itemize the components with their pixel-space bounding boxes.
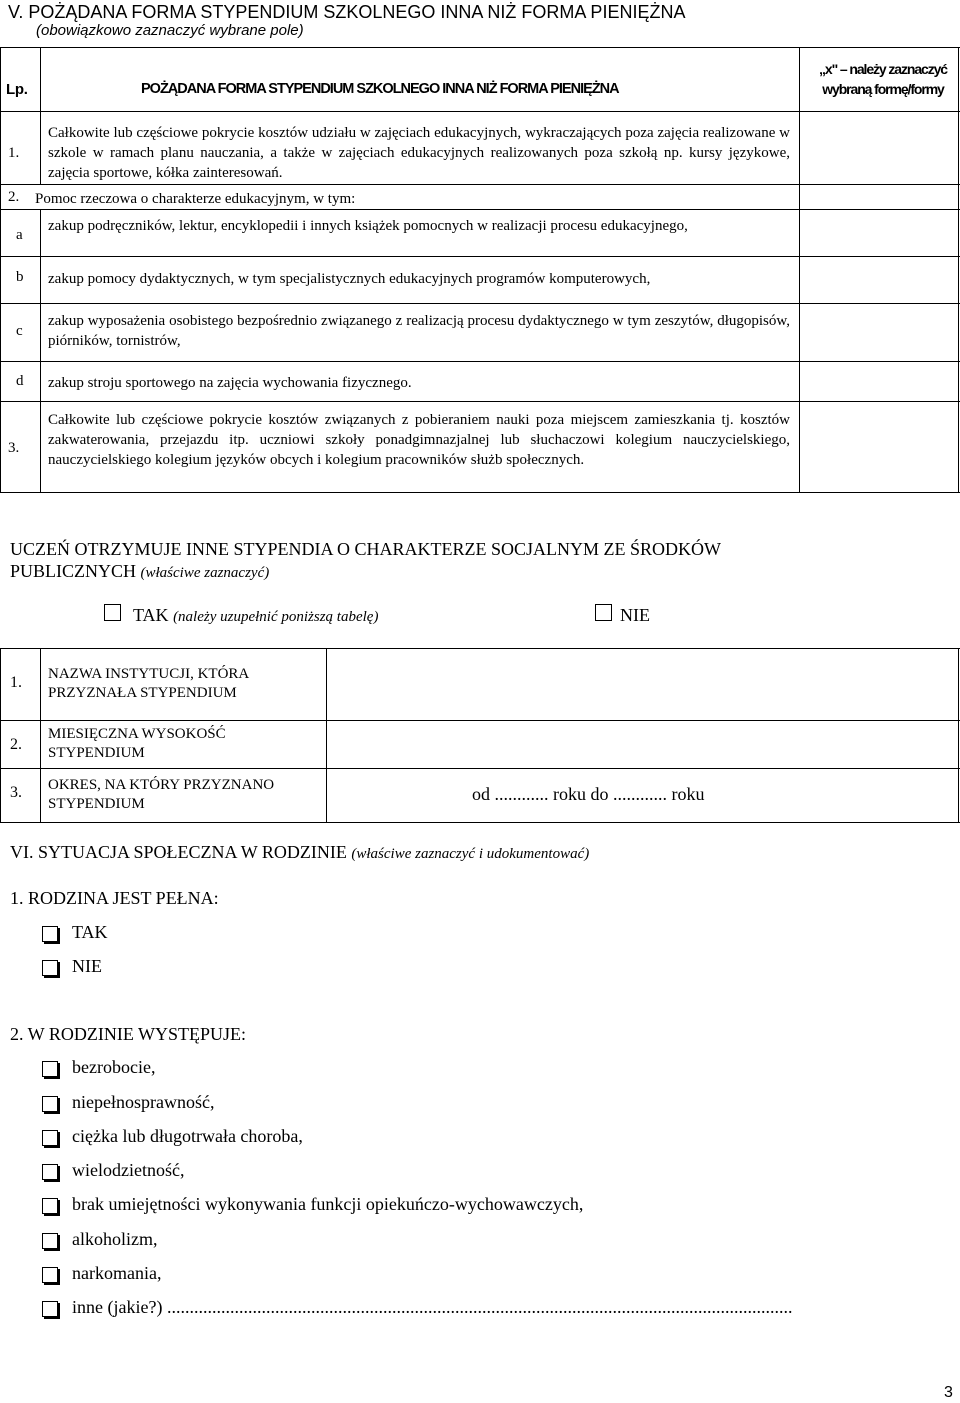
section6-title: VI. SYTUACJA SPOŁECZNA W RODZINIE [10, 842, 347, 862]
row1-number: 1. [8, 145, 20, 161]
t2-row2-label-line2: STYPENDIUM [48, 745, 145, 761]
t2-row2-value-field[interactable] [327, 721, 958, 768]
issue-alcoholism-checkbox[interactable] [42, 1233, 58, 1249]
row2-text: Pomoc rzeczowa o charakterze edukacyjnym, w tym: [35, 191, 356, 207]
t2-row1-label [48, 665, 249, 703]
issue-illness-label: ciężka lub długotrwała choroba, [72, 1126, 303, 1146]
row-b-mark-cell[interactable] [800, 257, 957, 303]
t2-row2-label [48, 725, 226, 763]
section5-title: V. POŻĄDANA FORMA STYPENDIUM SZKOLNEGO INNA NIŻ FORMA PIENIĘŻNA [8, 2, 686, 22]
scholarship-form-table [0, 47, 960, 495]
yes-note: (należy uzupełnić poniższą tabelę) [173, 609, 379, 625]
issue-other-checkbox[interactable] [42, 1301, 58, 1317]
no-checkbox[interactable] [595, 604, 612, 621]
row-c-label: c [16, 323, 23, 339]
t2-row3-label [48, 776, 274, 814]
row-a-label: a [16, 227, 23, 243]
row-d-mark-cell[interactable] [800, 362, 957, 401]
family-complete-yes-checkbox[interactable] [42, 926, 58, 942]
t2-row1-value-field[interactable] [327, 649, 958, 720]
other-scholarships-note: (właściwe zaznaczyć) [140, 565, 270, 581]
row-a-text: zakup podręczników, lektur, encyklopedii i innych książek pomocnych w realizacji procesu edukacyjnego, [48, 218, 688, 234]
section6-note: (właściwe zaznaczyć i udokumentować) [351, 846, 590, 862]
row-d-label: d [16, 373, 24, 389]
issue-alcoholism-label: alkoholizm, [72, 1229, 158, 1249]
row1-text: Całkowite lub częściowe pokrycie kosztów udziału w zajęciach edukacyjnych, wykraczających poza zajęcia realizowane w szkole w ramach planu nauczania, a także w zajęciach edukacyjnych realizowanych poza szkołą np. kursy językowe, zajęcia sportowe, kółka zainteresowań. [48, 125, 790, 181]
t2-row2-number: 2. [10, 736, 22, 753]
t2-row3-label-line1: OKRES, NA KTÓRY PRZYZNANO [48, 777, 275, 793]
issue-other-label: inne (jakie?) ........................................................................................................................................... [72, 1297, 793, 1317]
t2-row1-number: 1. [10, 674, 22, 691]
no-label: NIE [620, 605, 650, 625]
page-number: 3 [944, 1384, 953, 1401]
t2-row1-label-line1: NAZWA INSTYTUCJI, KTÓRA [48, 666, 250, 682]
section6-title-line [10, 842, 589, 863]
t2-row2-label-line1: MIESIĘCZNA WYSOKOŚĆ [48, 726, 226, 742]
yes-label: TAK [133, 605, 169, 625]
other-scholarships-heading [10, 538, 950, 584]
issue-drug-addiction-checkbox[interactable] [42, 1267, 58, 1283]
family-issues-question: 2. W RODZINIE WYSTĘPUJE: [10, 1024, 246, 1044]
t2-row3-value-field[interactable]: od ............ roku do ............ roku [472, 784, 705, 804]
row-d-text: zakup stroju sportowego na zajęcia wychowania fizycznego. [48, 375, 412, 391]
row3-mark-cell[interactable] [800, 402, 957, 492]
family-complete-no-checkbox[interactable] [42, 960, 58, 976]
row1-mark-cell[interactable] [800, 112, 957, 184]
t2-row3-label-line2: STYPENDIUM [48, 796, 145, 812]
t2-row3-number: 3. [10, 784, 22, 801]
issue-disability-checkbox[interactable] [42, 1096, 58, 1112]
row-a-mark-cell[interactable] [800, 210, 957, 256]
row-c-mark-cell[interactable] [800, 304, 957, 361]
issue-unemployment-checkbox[interactable] [42, 1061, 58, 1077]
family-complete-no-label: NIE [72, 956, 102, 976]
section5-subtitle: (obowiązkowo zaznaczyć wybrane pole) [36, 22, 304, 39]
issue-parenting-skills-checkbox[interactable] [42, 1198, 58, 1214]
row-b-label: b [16, 269, 24, 285]
family-complete-yes-label: TAK [72, 922, 108, 942]
issue-drug-addiction-label: narkomania, [72, 1263, 162, 1283]
col-mark-header-line1: „x" – należy zaznaczyć [819, 61, 947, 77]
col-mark-header-line2: wybraną formę/formy [822, 81, 944, 97]
col-title-header: POŻĄDANA FORMA STYPENDIUM SZKOLNEGO INNA NIŻ FORMA PIENIĘŻNA [141, 81, 619, 97]
family-complete-question: 1. RODZINA JEST PEŁNA: [10, 888, 219, 908]
issue-parenting-skills-label: brak umiejętności wykonywania funkcji opiekuńczo-wychowawczych, [72, 1194, 584, 1214]
issue-disability-label: niepełnosprawność, [72, 1092, 215, 1112]
issue-large-family-checkbox[interactable] [42, 1164, 58, 1180]
issue-unemployment-label: bezrobocie, [72, 1057, 156, 1077]
other-scholarships-heading-line1: UCZEŃ OTRZYMUJE INNE STYPENDIA O CHARAKTERZE SOCJALNYM ZE ŚRODKÓW [10, 539, 721, 559]
other-scholarships-table [0, 648, 960, 823]
yes-checkbox[interactable] [104, 604, 121, 621]
row3-text: Całkowite lub częściowe pokrycie kosztów związanych z pobieraniem nauki poza miejscem zamieszkania tj. kosztów zakwaterowania, przejazdu itp. uczniowi szkoły ponadgimnazjalnej lub słuchaczowi kolegium nauczycielskiego, nauczycielskiego kolegium języków obcych i kolegium pracowników służb społecznych. [48, 412, 790, 468]
issue-illness-checkbox[interactable] [42, 1130, 58, 1146]
t2-row1-label-line2: PRZYZNAŁA STYPENDIUM [48, 685, 237, 701]
col-mark-header [808, 59, 958, 99]
other-scholarships-heading-line2: PUBLICZNYCH [10, 561, 137, 581]
row2-number: 2. [8, 189, 20, 205]
row-c-text: zakup wyposażenia osobistego bezpośrednio związanego z realizacją procesu dydaktycznego w tym zeszytów, długopisów, piórników, tornistrów, [48, 313, 790, 349]
yes-option [133, 605, 378, 626]
col-lp-header: Lp. [6, 81, 28, 98]
issue-large-family-label: wielodzietność, [72, 1160, 185, 1180]
row-b-text: zakup pomocy dydaktycznych, w tym specjalistycznych edukacyjnych programów komputerowych, [48, 271, 651, 287]
row3-number: 3. [8, 440, 20, 456]
